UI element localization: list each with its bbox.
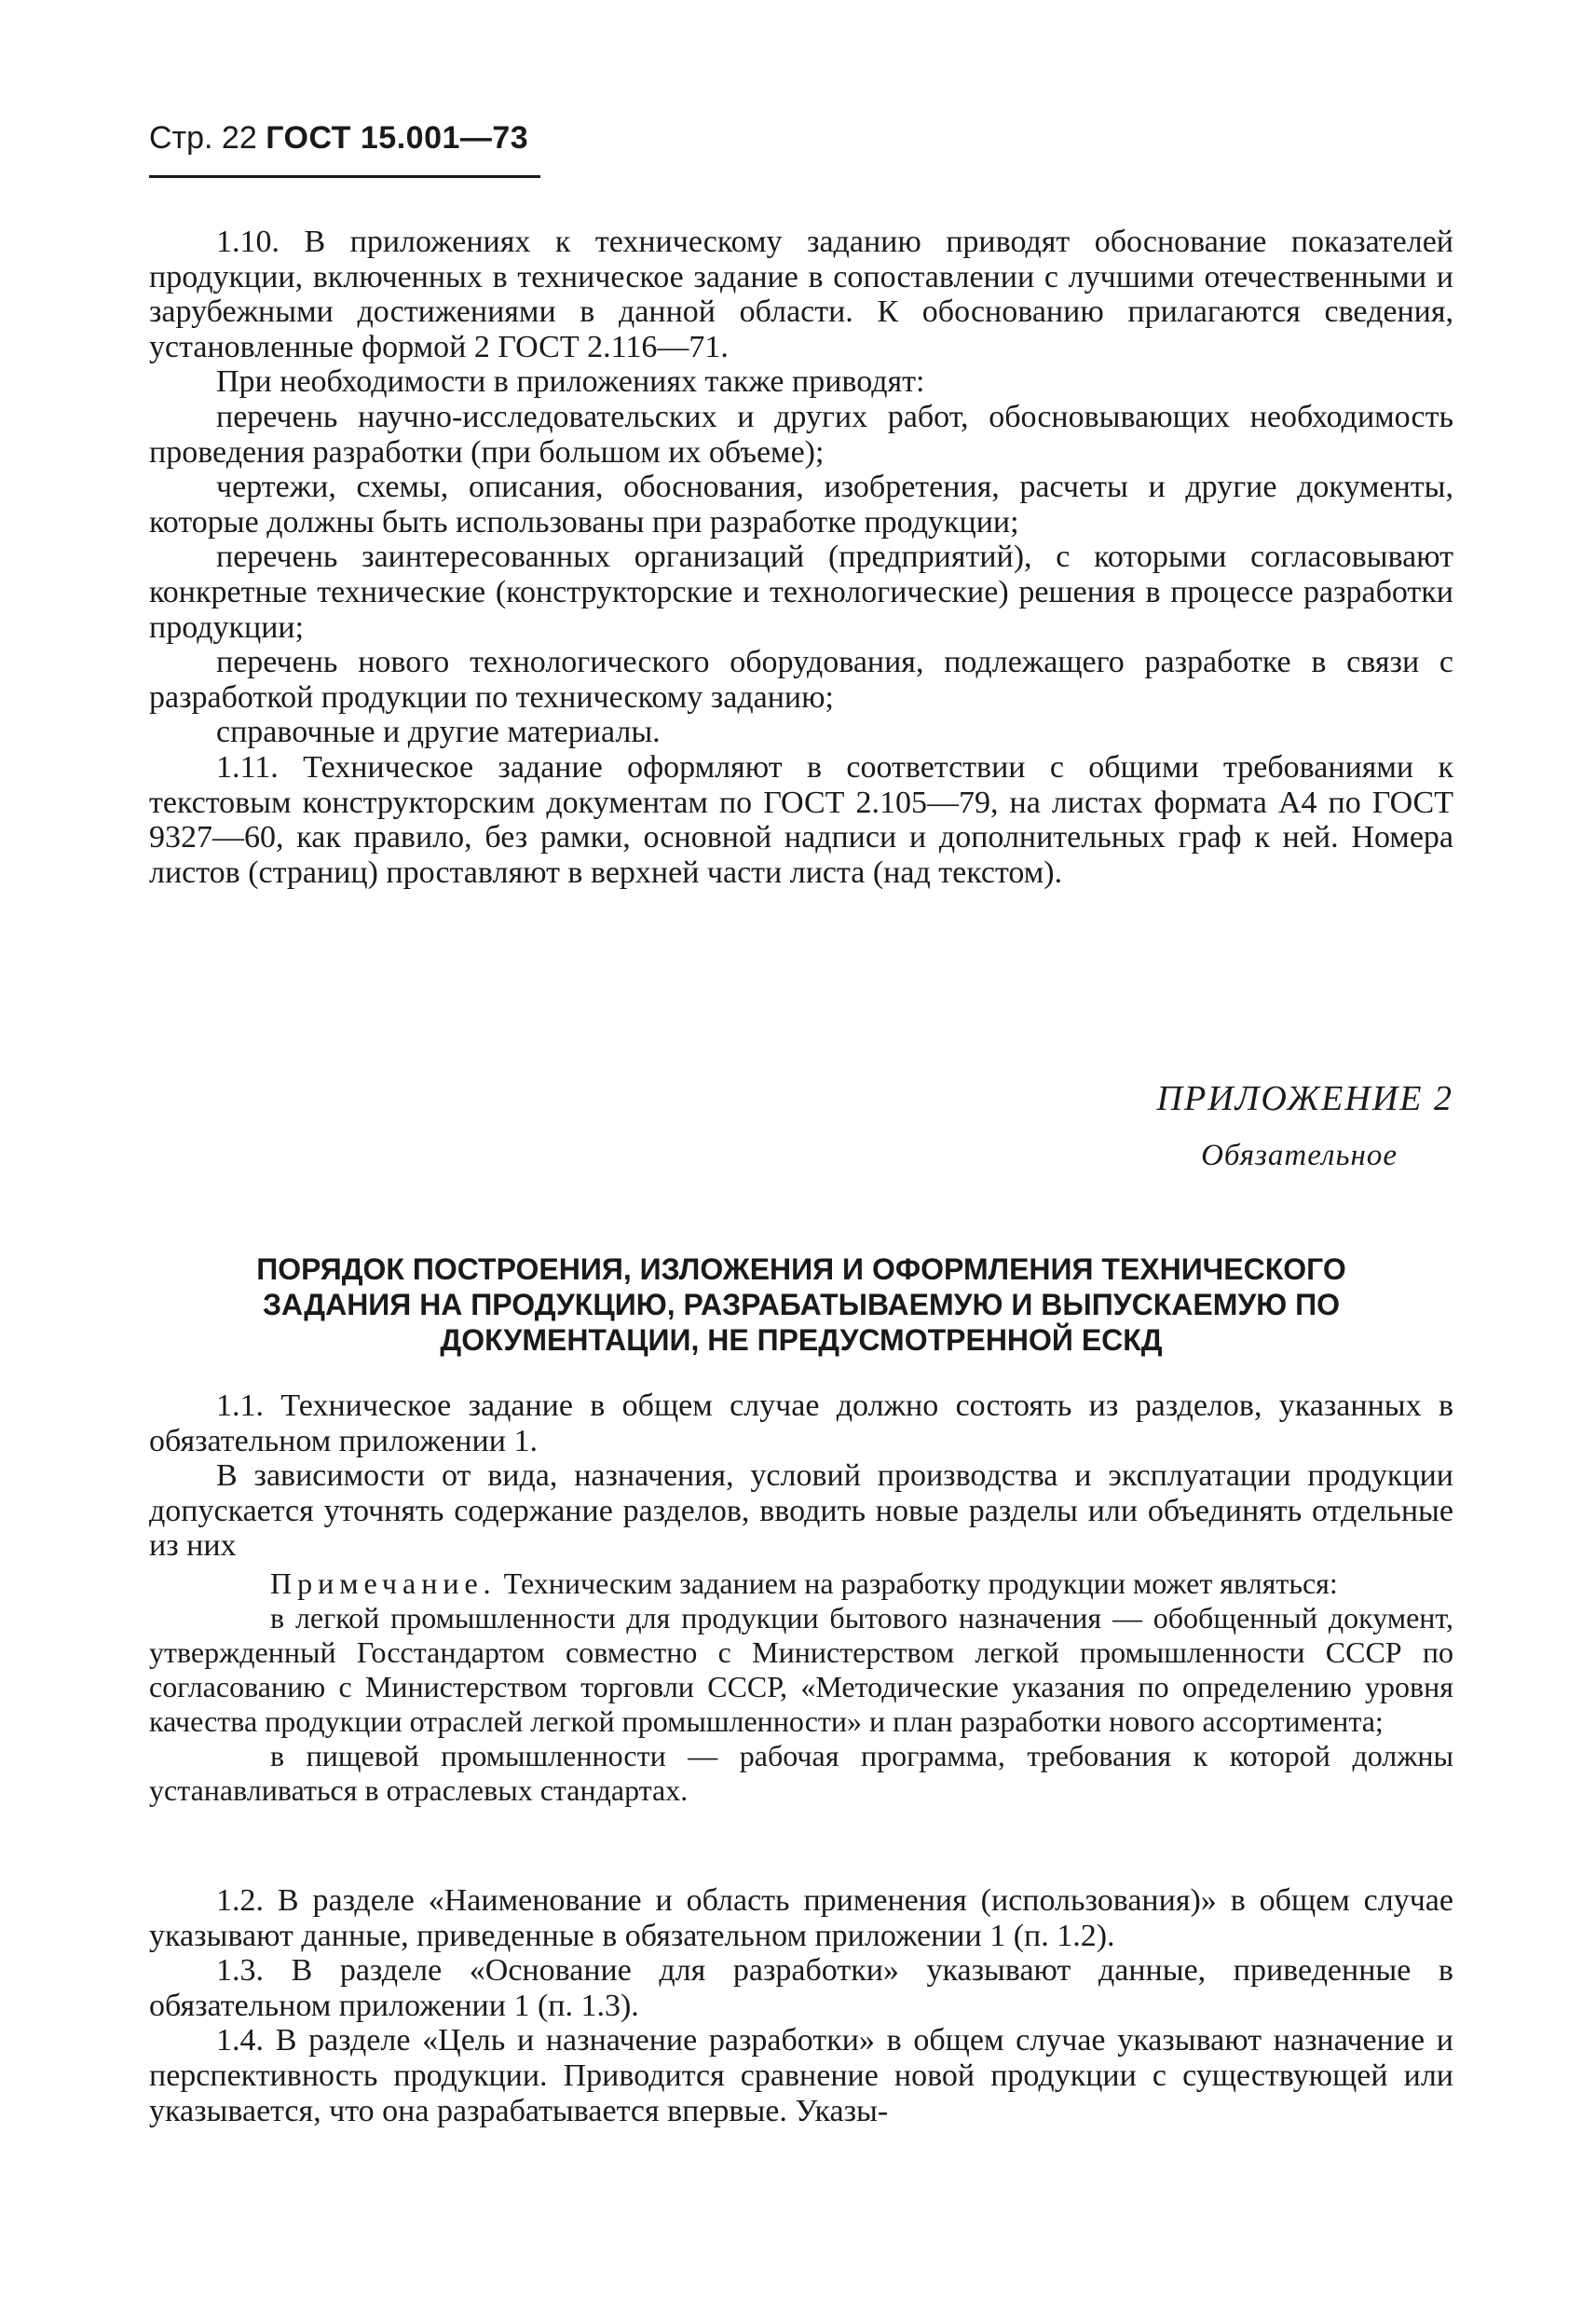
list-item-organizations: перечень заинтересованных организаций (предприятий), с которыми согласовывают конкретные технические (конструкторские и технологические) решения в процессе разработки продукции; [149, 540, 1453, 645]
heading-line: ЗАДАНИЯ НА ПРОДУКЦИЮ, РАЗРАБАТЫВАЕМУЮ И ВЫПУСКАЕМУЮ ПО [262, 1288, 1341, 1321]
appendix-title: ПРИЛОЖЕНИЕ 2 [1156, 1079, 1453, 1118]
list-item-equipment: перечень нового технологического оборудования, подлежащего разработке в связи с разработкой продукции по техническому заданию; [149, 645, 1453, 715]
header-rule [149, 175, 540, 178]
note-item-light-industry: в легкой промышленности для продукции бытового назначения — обобщенный документ, утвержденный Госстандартом совместно с Министерством легкой промышленности СССР по согласованию с Министерством торговли СССР, «Методические указания по определению уровня качества продукции отраслей легкой промышленности» и план разработки нового ассортимента; [149, 1601, 1453, 1738]
paragraph-1-10: 1.10. В приложениях к техническому заданию приводят обоснование показателей продукции, включенных в техническое задание в сопоставлении с лучшими отечественными и зарубежными достижениями в данной области. К обоснованию прилагаются сведения, установленные формой 2 ГОСТ 2.116—71. [149, 225, 1453, 364]
section-intro [149, 1388, 1453, 1564]
page-header [149, 119, 528, 157]
page-number: Стр. 22 [149, 120, 257, 156]
paragraph-1-3: 1.3. В разделе «Основание для разработки» указывают данные, приведенные в обязательном приложении 1 (п. 1.3). [149, 1953, 1453, 2023]
note-block [149, 1566, 1453, 1808]
paragraph-1-11: 1.11. Техническое задание оформляют в соответствии с общими требованиями к текстовым конструкторским документам по ГОСТ 2.105—79, на листах формата А4 по ГОСТ 9327—60, как правило, без рамки, основной надписи и дополнительных граф к ней. Номера листов (страниц) проставляют в верхней части листа (над текстом). [149, 749, 1453, 890]
note-item-food-industry: в пищевой промышленности — рабочая программа, требования к которой должны устанавливаться в отраслевых стандартах. [149, 1739, 1453, 1807]
note-label: Примечание. [270, 1566, 497, 1600]
section-heading [149, 1251, 1453, 1358]
paragraph-list-intro: При необходимости в приложениях также приводят: [216, 364, 925, 400]
list-item-research: перечень научно-исследовательских и других работ, обосновывающих необходимость проведения разработки (при большом их объеме); [149, 399, 1453, 470]
standard-number: ГОСТ 15.001—73 [266, 120, 529, 156]
section-appendix-notes [149, 225, 1453, 890]
heading-line: ПОРЯДОК ПОСТРОЕНИЯ, ИЗЛОЖЕНИЯ И ОФОРМЛЕНИЯ ТЕХНИЧЕСКОГО [256, 1252, 1346, 1286]
heading-line: ДОКУМЕНТАЦИИ, НЕ ПРЕДУСМОТРЕННОЙ ЕСКД [440, 1323, 1163, 1357]
note-intro [149, 1566, 1453, 1601]
paragraph-1-4: 1.4. В разделе «Цель и назначение разработки» в общем случае указывают назначение и перспективность продукции. Приводится сравнение новой продукции с существующей или указывается, что она разрабатывается впервые. Указы- [149, 2023, 1453, 2128]
paragraph-1-1: 1.1. Техническое задание в общем случае должно состоять из разделов, указанных в обязательном приложении 1. [149, 1388, 1453, 1458]
note-intro-text: Техническим заданием на разработку продукции может являться: [496, 1566, 1338, 1600]
paragraph-1-2: 1.2. В разделе «Наименование и область применения (использования)» в общем случае указывают данные, приведенные в обязательном приложении 1 (п. 1.2). [149, 1883, 1453, 1953]
section-details [149, 1883, 1453, 2128]
paragraph-variants: В зависимости от вида, назначения, условий производства и эксплуатации продукции допускается уточнять содержание разделов, вводить новые разделы или объединять отдельные из них [149, 1458, 1453, 1564]
list-item-drawings: чертежи, схемы, описания, обоснования, изобретения, расчеты и другие документы, которые должны быть использованы при разработке продукции; [149, 470, 1453, 540]
list-item-reference: справочные и другие материалы. [216, 715, 661, 750]
appendix-status: Обязательное [1201, 1139, 1398, 1172]
